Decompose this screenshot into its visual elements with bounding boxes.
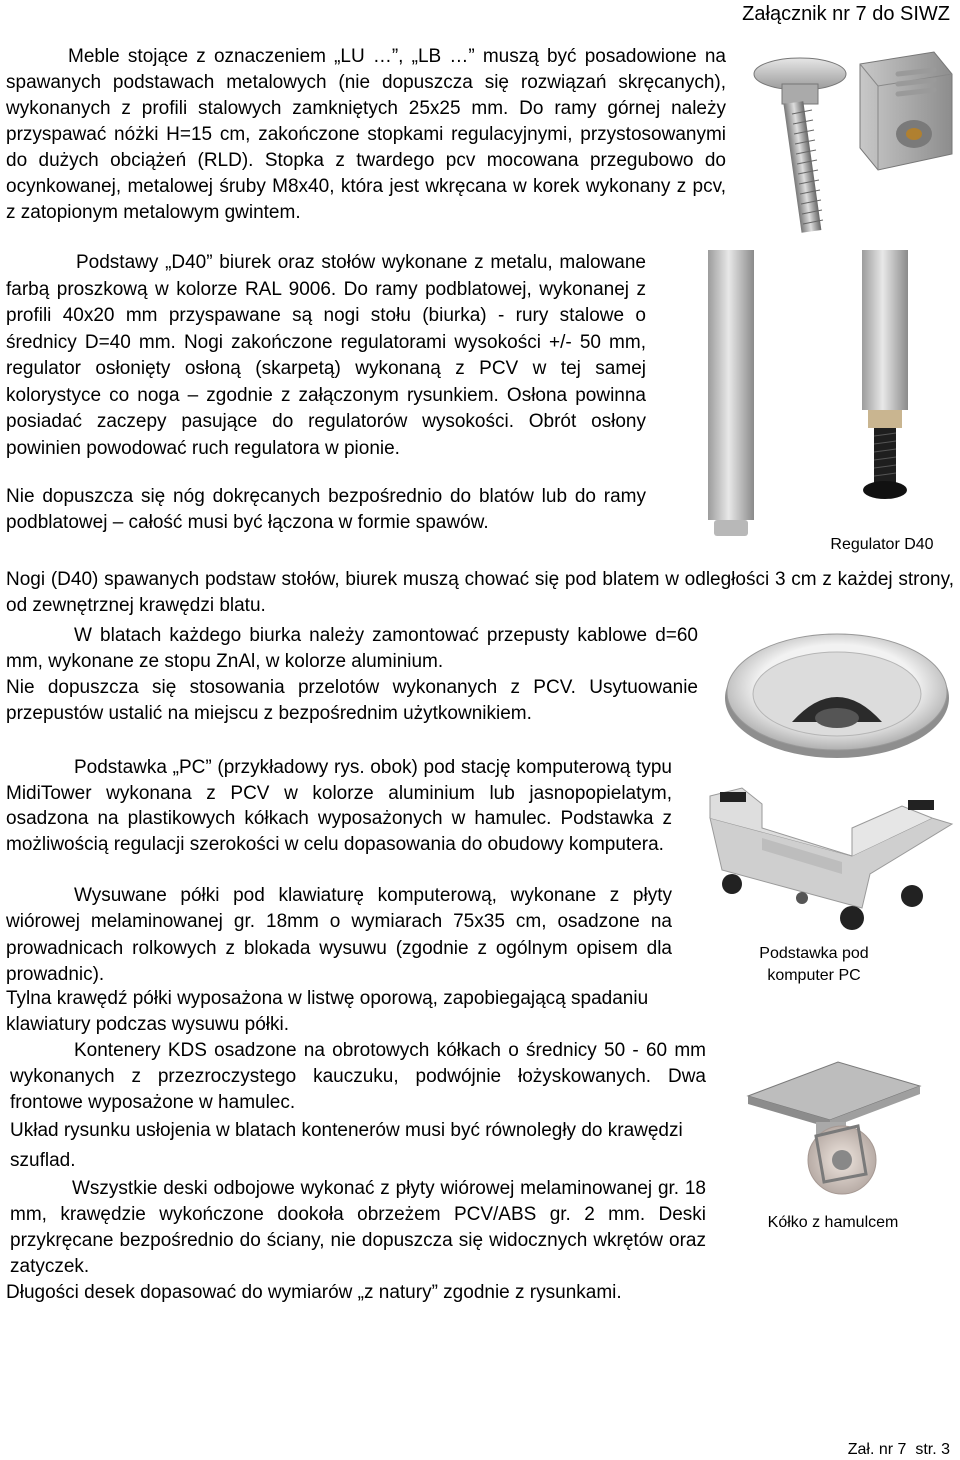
caption-pc-stand-1: Podstawka pod	[759, 945, 869, 962]
caption-pc-stand-2: komputer PC	[767, 967, 861, 984]
paragraph-d40-bases: Podstawy „D40” biurek oraz stołów wykonane z metalu, malowane farbą proszkową w kolorze RAL 9006. Do ramy podblatowej, wykonanej z profili 40x20 mm przyspawane są nogi stołu (biurka) - rury stalowe o średnicy D=40 mm. Nogi zakończone regulatorami wysokości +/- 50 mm, regulator osłonięty osłoną (skarpetą) wykonaną z PCV w tej samej kolorystyce co noga – zgodnie z załączonym rysunkiem. Osłona powinna posiadać zaczepy pasujące do regulatorów wysokości. Obrót osłony powinien powodować ruch regulatora w pionie.	[6, 252, 646, 459]
paragraph-no-pvc-passthroughs: Nie dopuszcza się stosowania przelotów wykonanych z PCV. Usytuowanie przepustów ustalić na miejscu z bezpośrednim użytkownikiem.	[6, 677, 698, 724]
paragraph-pc-stand: Podstawka „PC” (przykładowy rys. obok) pod stację komputerową typu MidiTower wykonana z PCV w kolorze aluminium lub jasnopopielatym, osadzona na plastikowych kółkach wyposażonych w hamulec. Podstawka z możliwością regulacji szerokości w celu dopasowania do obudowy komputera.	[6, 757, 672, 855]
caption-regulator: Regulator D40	[830, 536, 934, 553]
caption-wheel: Kółko z hamulcem	[767, 1214, 899, 1231]
cable-grommet-image	[720, 622, 954, 764]
paragraph-skirting-boards: Wszystkie deski odbojowe wykonać z płyty wiórowej melaminowanej gr. 18 mm, krawędzie wykończone dookoła obrzeżem PCV/ABS gr. 2 mm. Deski przykręcane bezpośrednio do ściany, nie dopuszcza się widocznych wkrętów oraz zatyczek.	[10, 1178, 706, 1277]
paragraph-feet: Meble stojące z oznaczeniem „LU …”, „LB …” muszą być posadowione na spawanych podstawach metalowych (nie dopuszcza się rozwiązań skręcanych), wykonanych z profili stalowych zamkniętych 25x25 mm. Do ramy górnej należy przyspawać nóżki H=15 cm, zakończone stopkami regulacyjnymi, przystosowanymi do dużych obciążeń (RLD). Stopka z twardego pcv mocowana przegubowo do ocynkowanej, metalowej śruby M8x40, która jest wkręcana w korek wykonany z pcv, z zatopionym metalowym gwintem.	[6, 46, 726, 223]
table-leg-image	[700, 250, 770, 542]
paragraph-leg-setback: Nogi (D40) spawanych podstaw stołów, biurek muszą chować się pod blatem w odległości 3 cm z każdej strony, od zewnętrznej krawędzi blatu.	[6, 569, 954, 616]
paragraph-board-lengths: Długości desek dopasować do wymiarów „z natury” zgodnie z rysunkami.	[6, 1282, 622, 1303]
paragraph-no-bolted-legs: Nie dopuszcza się nóg dokręcanych bezpośrednio do blatów lub do ramy podblatowej – całość musi być łączona w formie spawów.	[6, 486, 646, 533]
adjustable-foot-image	[748, 44, 954, 240]
caster-wheel-image	[738, 1056, 928, 1196]
height-regulator-image	[846, 250, 926, 502]
paragraph-shelf-rear-edge: Tylna krawędź półki wyposażona w listwę oporową, zapobiegającą spadaniu klawiatury podczas wysuwu półki.	[6, 988, 649, 1035]
paragraph-cable-grommets: W blatach każdego biurka należy zamontować przepusty kablowe d=60 mm, wykonane ze stopu ZnAl, w kolorze aluminium.	[6, 625, 698, 672]
paragraph-wood-grain: Układ rysunku usłojenia w blatach kontenerów musi być równoległy do krawędzi szuflad.	[10, 1120, 683, 1171]
attachment-header: Załącznik nr 7 do SIWZ	[742, 3, 950, 25]
page-footer: Zał. nr 7 str. 3	[847, 1441, 950, 1458]
paragraph-keyboard-shelves: Wysuwane półki pod klawiaturę komputerową, wykonane z płyty wiórowej melaminowanej gr. 18mm o wymiarach 75x35 cm, osadzone na prowadnicach rolkowych z blokada wysuwu (zgodnie z ogólnym opisem dla prowadnic).	[6, 885, 672, 985]
paragraph-kds-containers: Kontenery KDS osadzone na obrotowych kółkach o średnicy 50 - 60 mm wykonanych z przezroczystego kauczuku, podwójnie łożyskowanych. Dwa frontowe wyposażone w hamulec.	[10, 1040, 706, 1113]
pc-stand-image	[702, 778, 954, 932]
